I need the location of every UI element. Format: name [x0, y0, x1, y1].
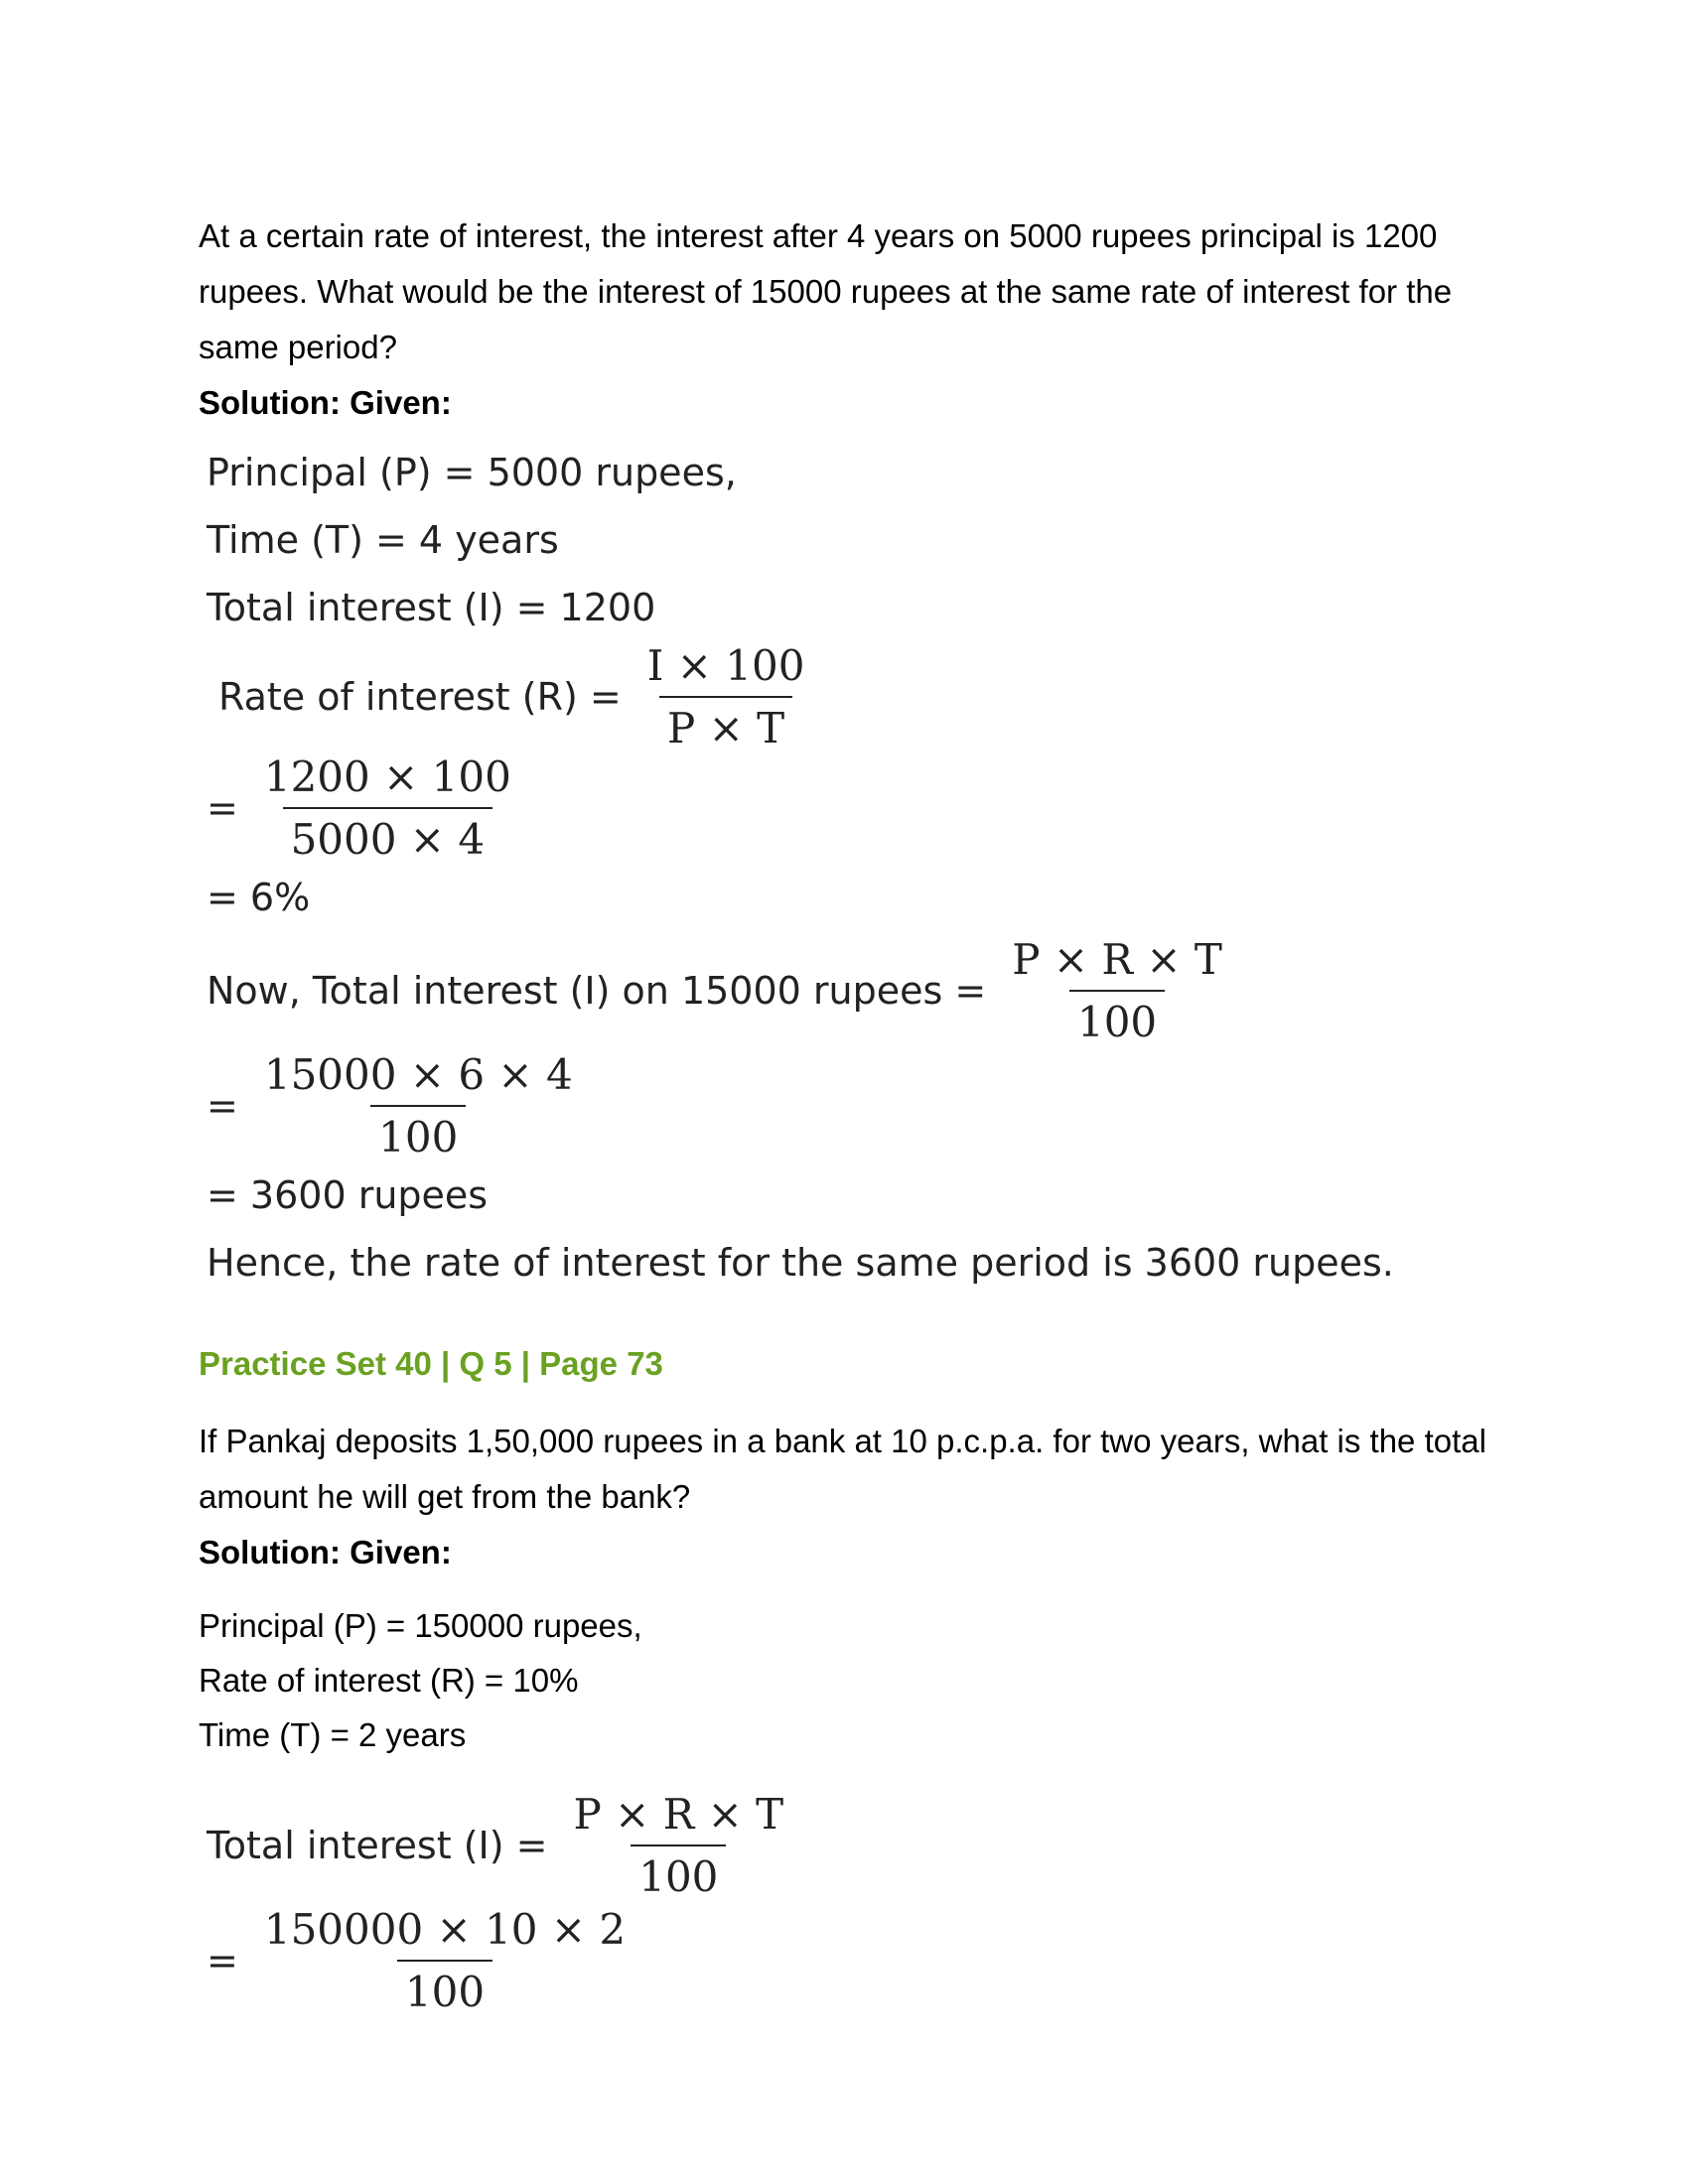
rate-result: = 6%	[207, 876, 311, 919]
interest-step-numerator: 150000 × 10 × 2	[263, 1905, 627, 1954]
interest-formula-fraction	[1004, 935, 1230, 1046]
interest-step-row	[207, 1905, 1489, 2016]
solution-1-block	[199, 439, 1489, 1297]
interest-label: Total interest (I) =	[207, 1824, 548, 1867]
conclusion: Hence, the rate of interest for the same period is 3600 rupees.	[207, 1241, 1394, 1285]
interest-step-row	[207, 1050, 1489, 1161]
interest-formula-numerator: P × R × T	[573, 1790, 784, 1839]
now-label: Now, Total interest (I) on 15000 rupees =	[207, 969, 987, 1013]
question-1-text: At a certain rate of interest, the interest after 4 years on 5000 rupees principal is 1200 rupees. What would be the interest of 15000 rupees at the same rate of interest for the same period?	[199, 217, 1453, 365]
rate-label: Rate of interest (R) =	[218, 675, 622, 719]
equals-sign: =	[207, 1939, 238, 1982]
equals-sign: =	[207, 786, 238, 830]
interest-formula-denominator: 100	[631, 1844, 726, 1901]
section-heading: Practice Set 40 | Q 5 | Page 73	[199, 1345, 663, 1382]
equals-sign: =	[207, 1084, 238, 1128]
interest-formula-row	[207, 1786, 1489, 1905]
rate-formula-row	[218, 641, 1489, 752]
interest-formula-fraction	[565, 1790, 791, 1901]
interest-step-numerator: 15000 × 6 × 4	[263, 1050, 573, 1099]
solution-1-label: Solution: Given:	[199, 384, 452, 421]
interest-step-fraction	[256, 1905, 633, 2016]
interest-result: = 3600 rupees	[207, 1173, 489, 1217]
solution-2-given	[199, 1598, 1489, 1762]
given-principal: Principal (P) = 150000 rupees,	[199, 1607, 642, 1644]
given-time: Time (T) = 4 years	[207, 518, 559, 562]
document-page	[199, 208, 1489, 2016]
solution-2-label: Solution: Given:	[199, 1534, 452, 1570]
rate-step-fraction	[256, 752, 519, 864]
interest-formula-numerator: P × R × T	[1012, 935, 1222, 984]
rate-formula-fraction	[639, 641, 813, 752]
given-time: Time (T) = 2 years	[199, 1716, 467, 1753]
question-2-text: If Pankaj deposits 1,50,000 rupees in a bank at 10 p.c.p.a. for two years, what is the total amount he will get from the bank?	[199, 1423, 1486, 1515]
given-principal: Principal (P) = 5000 rupees,	[207, 451, 737, 494]
interest-step-fraction	[256, 1050, 581, 1161]
solution-2-block	[199, 1786, 1489, 2016]
interest-step-denominator: 100	[370, 1105, 466, 1161]
rate-step-numerator: 1200 × 100	[263, 752, 511, 801]
interest-formula-row	[207, 931, 1489, 1050]
rate-step-denominator: 5000 × 4	[283, 807, 493, 864]
given-interest: Total interest (I) = 1200	[207, 586, 656, 629]
interest-step-denominator: 100	[397, 1960, 492, 2016]
rate-step-row	[207, 752, 1489, 864]
interest-formula-denominator: 100	[1069, 990, 1165, 1046]
rate-formula-numerator: I × 100	[646, 641, 805, 690]
rate-formula-denominator: P × T	[659, 696, 792, 752]
given-rate: Rate of interest (R) = 10%	[199, 1662, 579, 1699]
